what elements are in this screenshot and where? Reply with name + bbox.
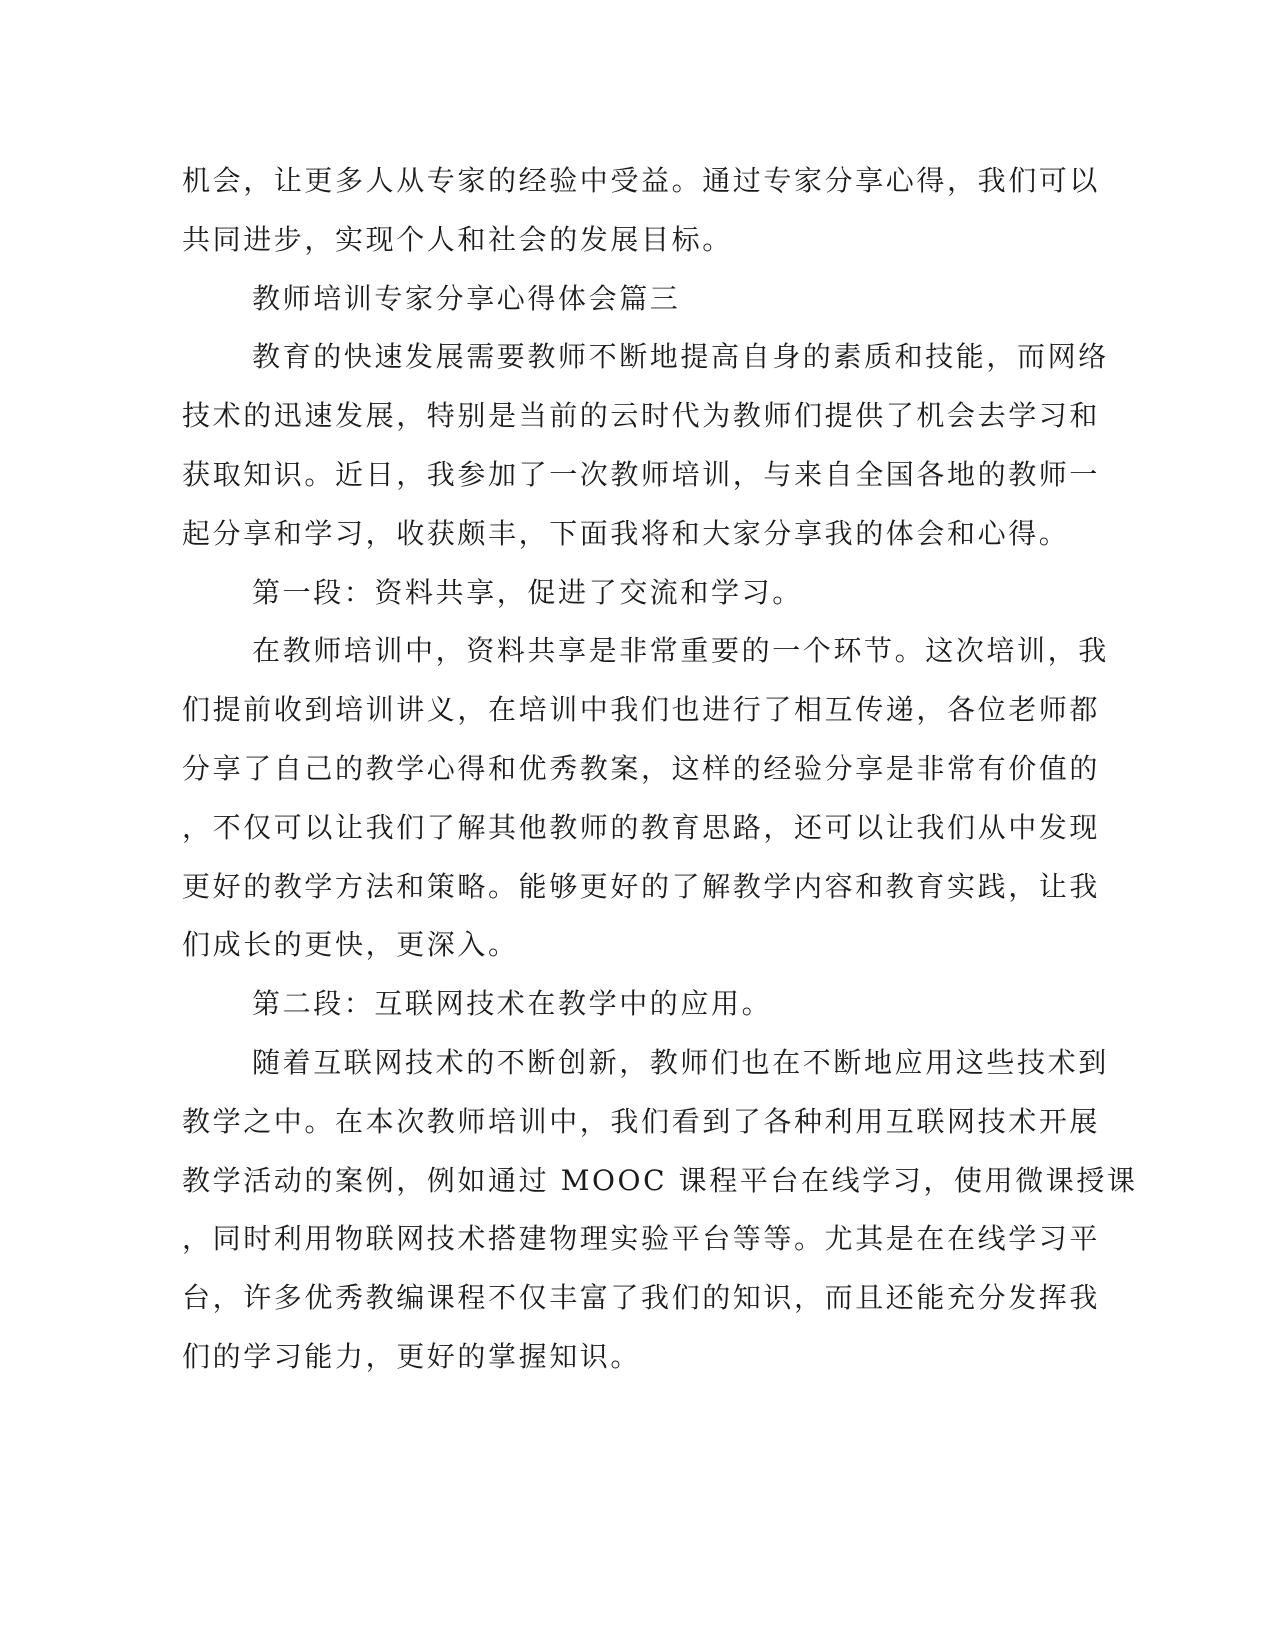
paragraph-line: 教学活动的案例，例如通过 MOOC 课程平台在线学习，使用微课授课: [182, 1164, 1138, 1197]
paragraph-line: 机会，让更多人从专家的经验中受益。通过专家分享心得，我们可以: [182, 164, 1101, 197]
paragraph-line: 随着互联网技术的不断创新，教师们也在不断地应用这些技术到: [252, 1046, 1109, 1079]
paragraph-line: 教育的快速发展需要教师不断地提高自身的素质和技能，而网络: [252, 340, 1109, 373]
section-heading: 教师培训专家分享心得体会篇三: [252, 282, 681, 315]
paragraph-line: 们成长的更快，更深入。: [182, 928, 519, 961]
paragraph-line: 们的学习能力，更好的掌握知识。: [182, 1340, 642, 1373]
paragraph-line: 台，许多优秀教编课程不仅丰富了我们的知识，而且还能充分发挥我: [182, 1281, 1101, 1314]
section-heading: 第二段：互联网技术在教学中的应用。: [252, 987, 773, 1020]
paragraph-line: 教学之中。在本次教师培训中，我们看到了各种利用互联网技术开展: [182, 1105, 1101, 1138]
section-heading: 第一段：资料共享，促进了交流和学习。: [252, 576, 803, 609]
paragraph-line: 分享了自己的教学心得和优秀教案，这样的经验分享是非常有价值的: [182, 752, 1101, 785]
paragraph-line: 更好的教学方法和策略。能够更好的了解教学内容和教育实践，让我: [182, 870, 1101, 903]
paragraph-line: 技术的迅速发展，特别是当前的云时代为教师们提供了机会去学习和: [182, 399, 1101, 432]
paragraph-line: ，不仅可以让我们了解其他教师的教育思路，还可以让我们从中发现: [182, 811, 1101, 844]
paragraph-line: 获取知识。近日，我参加了一次教师培训，与来自全国各地的教师一: [182, 458, 1101, 491]
paragraph-line: ，同时利用物联网技术搭建物理实验平台等等。尤其是在在线学习平: [182, 1222, 1101, 1255]
paragraph-line: 们提前收到培训讲义，在培训中我们也进行了相互传递，各位老师都: [182, 693, 1101, 726]
paragraph-line: 在教师培训中，资料共享是非常重要的一个环节。这次培训，我: [252, 634, 1109, 667]
paragraph-line: 起分享和学习，收获颇丰，下面我将和大家分享我的体会和心得。: [182, 517, 1070, 550]
paragraph-line: 共同进步，实现个人和社会的发展目标。: [182, 223, 733, 256]
